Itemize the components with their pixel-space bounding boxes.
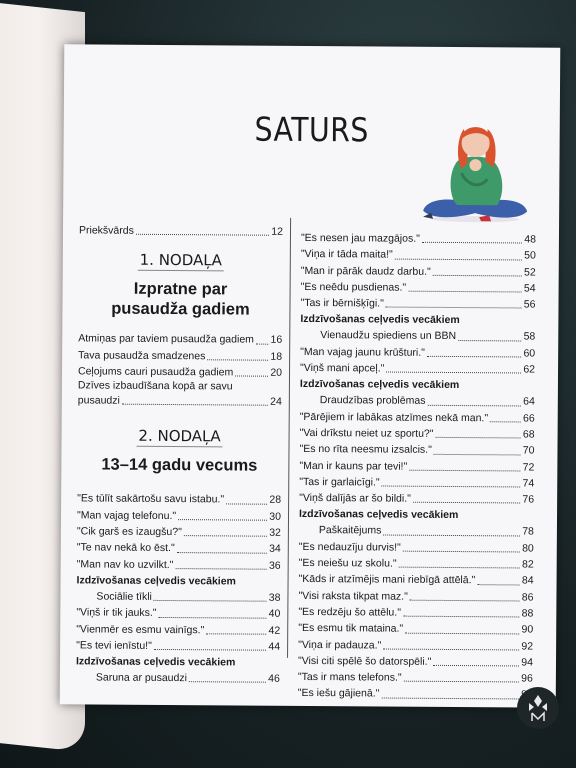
toc-entry-page: 18 xyxy=(270,350,283,363)
toc-entry-page: 50 xyxy=(524,249,536,262)
dot-leader xyxy=(403,616,520,618)
toc-entry[interactable] xyxy=(300,295,535,313)
toc-entry-page: 12 xyxy=(271,225,284,238)
toc-entry[interactable] xyxy=(78,347,282,365)
toc-entry[interactable] xyxy=(77,491,281,509)
toc-entry-title: "Es neēdu pusdienas." xyxy=(300,280,407,294)
toc-entry-title: "Es iešu gājienā." xyxy=(297,687,380,700)
toc-entry[interactable] xyxy=(301,279,536,297)
toc-entry-title: "Viņš mani apceļ." xyxy=(300,362,385,375)
toc-entry[interactable] xyxy=(76,588,280,606)
toc-entry-title: "Tas ir bērnišķīgi." xyxy=(300,297,384,310)
toc-entry[interactable] xyxy=(77,556,281,574)
toc-entry-title: "Viņš dalījās ar šo bildi." xyxy=(299,492,411,505)
toc-entry-page: 24 xyxy=(270,395,282,408)
toc-entry[interactable] xyxy=(301,230,536,248)
toc-entry-page: 20 xyxy=(270,366,283,379)
toc-entry[interactable] xyxy=(300,327,535,345)
guide-heading: Izdzīvošanas ceļvedis vecākiem xyxy=(299,378,460,392)
toc-entry[interactable] xyxy=(300,360,535,378)
toc-entry-page: 56 xyxy=(523,298,536,311)
column-divider xyxy=(287,218,291,658)
toc-entry[interactable] xyxy=(300,392,535,410)
dot-leader xyxy=(383,648,519,650)
guide-heading: Izdzīvošanas ceļvedis vecākiem xyxy=(75,655,236,669)
toc-entry-title: "Es esmu tik mataina." xyxy=(298,622,404,635)
toc-entry-page: 92 xyxy=(521,640,534,653)
toc-entry-title: Sociālie tīkli xyxy=(96,590,152,603)
toc-entry-page: 36 xyxy=(268,559,281,572)
chapter-title xyxy=(78,279,282,320)
toc-entry-title: "Tas ir mans telefons." xyxy=(297,671,402,684)
toc-entry-title: Paškaitējums xyxy=(318,524,382,537)
toc-entry[interactable] xyxy=(78,363,282,381)
toc-entry-title: Ceļojums cauri pusaudža gadiem xyxy=(77,365,234,379)
toc-entry-page: 68 xyxy=(522,428,535,441)
toc-entry-title: "Es neiešu uz skolu." xyxy=(298,556,397,570)
toc-entry[interactable] xyxy=(301,246,536,264)
dot-leader xyxy=(122,404,268,406)
toc-entry-page: 30 xyxy=(269,510,282,523)
toc-entry[interactable] xyxy=(299,555,534,573)
toc-entry[interactable] xyxy=(299,571,534,589)
toc-entry-title-line[interactable]: Dzīves izbaudīšana kopā ar savu xyxy=(77,379,233,393)
dot-leader xyxy=(490,421,521,422)
toc-entry-title: Vienaudžu spiediens un BBN xyxy=(320,329,457,343)
dot-leader xyxy=(154,649,267,651)
dot-leader xyxy=(399,567,520,569)
toc-entry-page: 46 xyxy=(268,672,280,685)
toc-entry-title: "Man ir pārāk daudz darbu." xyxy=(300,264,431,278)
toc-entry[interactable] xyxy=(77,523,281,541)
toc-entry-page: 70 xyxy=(522,444,535,457)
girl-sitting-cross-legged-icon xyxy=(417,113,534,226)
toc-entry[interactable] xyxy=(76,605,280,623)
toc-entry-title: "Es no rīta neesmu izsalcis." xyxy=(299,443,432,457)
toc-entry-page: 60 xyxy=(523,347,536,360)
toc-entry-page: 94 xyxy=(521,656,534,669)
toc-entry-title: Saruna ar pusaudzi xyxy=(95,671,187,685)
dot-leader xyxy=(189,682,266,684)
toc-entry[interactable] xyxy=(299,457,534,475)
toc-entry[interactable] xyxy=(78,331,282,349)
toc-entry-title: Tava pusaudža smadzenes xyxy=(78,348,206,362)
toc-entry-title: "Man ir kauns par tevi!" xyxy=(299,459,408,473)
chapter-title-line: Izpratne par xyxy=(133,280,228,299)
toc-entry-title: "Viņa ir tāda maita!" xyxy=(300,248,393,261)
dot-leader xyxy=(458,340,521,341)
toc-entry-title: "Te nav nekā ko ēst." xyxy=(76,541,175,555)
dot-leader xyxy=(410,600,520,602)
dot-leader xyxy=(206,633,266,634)
page-title: SATURS xyxy=(254,109,369,150)
dot-leader xyxy=(434,453,521,455)
chapter-number xyxy=(79,251,283,272)
dot-leader xyxy=(235,376,268,377)
book-page xyxy=(60,44,561,707)
toc-entry[interactable] xyxy=(77,540,281,558)
toc-entry-title: "Viņš ir tik jauks." xyxy=(76,606,157,620)
toc-entry-title: pusaudzi xyxy=(77,394,120,407)
toc-entry-page: 34 xyxy=(269,543,281,556)
toc-entry-title: "Visi citi spēlē šo datorspēli." xyxy=(297,654,432,668)
toc-entry[interactable] xyxy=(300,344,535,362)
guide-heading: Izdzīvošanas ceļvedis vecākiem xyxy=(298,508,459,522)
toc-entry-page: 64 xyxy=(523,395,535,408)
chapter-number-text: 2. NODAĻA xyxy=(136,427,222,448)
dot-leader xyxy=(386,307,522,309)
dot-leader xyxy=(422,242,522,244)
toc-entry-page: 84 xyxy=(521,574,534,587)
toc-entry-title: Priekšvārds xyxy=(78,224,134,237)
toc-entry-title: "Kāds ir atzīmējis mani riebīgā attēlā." xyxy=(298,573,476,587)
dot-leader xyxy=(184,535,267,537)
toc-entry-title: "Viņa ir padauza." xyxy=(298,638,382,652)
toc-entry-page: 28 xyxy=(269,494,282,507)
toc-entry[interactable] xyxy=(299,539,534,557)
toc-entry-title: "Vienmēr es esmu vainīgs." xyxy=(76,622,205,636)
dot-leader xyxy=(159,617,267,619)
toc-entry-title: "Es nedauzīju durvis!" xyxy=(298,540,401,554)
toc-entry[interactable] xyxy=(300,409,535,427)
watermark-logo-icon xyxy=(517,687,559,729)
watermark-logo-glyph xyxy=(525,693,551,723)
toc-entry[interactable] xyxy=(301,263,536,281)
toc-entry-page: 96 xyxy=(521,672,533,685)
toc-entry-page: 90 xyxy=(521,623,534,636)
toc-entry-page: 76 xyxy=(522,493,535,506)
toc-entry[interactable] xyxy=(78,393,282,411)
guide-heading: Izdzīvošanas ceļvedis vecākiem xyxy=(300,313,460,327)
toc-entry-page: 52 xyxy=(524,266,536,279)
toc-entry-title: "Es tevi ienīstu!" xyxy=(76,639,152,652)
dot-leader xyxy=(435,437,520,439)
chapter-number xyxy=(77,427,281,448)
toc-entry-page: 72 xyxy=(522,461,535,474)
toc-entry-title: "Pārējiem ir labākas atzīmes nekā man." xyxy=(299,410,489,424)
toc-entry[interactable] xyxy=(299,441,534,459)
dot-leader xyxy=(427,404,521,406)
toc-entry[interactable] xyxy=(298,620,533,638)
dot-leader xyxy=(386,372,521,374)
dot-leader xyxy=(177,552,267,554)
dot-leader xyxy=(381,697,519,699)
dot-leader xyxy=(409,470,520,472)
dot-leader xyxy=(382,486,521,488)
toc-entry[interactable] xyxy=(299,522,534,540)
toc-entry-page: 66 xyxy=(522,412,535,425)
toc-entry-page: 86 xyxy=(521,591,534,604)
dot-leader xyxy=(433,665,519,667)
toc-entry-page: 74 xyxy=(522,477,535,490)
toc-entry[interactable] xyxy=(76,670,280,688)
dot-leader xyxy=(395,258,522,260)
dot-leader xyxy=(408,291,522,293)
toc-entry-title: "Man vajag jaunu krūšturi." xyxy=(300,345,425,359)
toc-entry-page: 38 xyxy=(268,591,281,604)
guide-heading: Izdzīvošanas ceļvedis vecākiem xyxy=(76,574,236,588)
toc-entry-title: "Visi raksta tikpat maz." xyxy=(298,589,408,603)
toc-entry[interactable] xyxy=(299,490,534,508)
chapter-title: 13–14 gadu vecums xyxy=(101,456,258,476)
toc-entry-page: 78 xyxy=(522,525,534,539)
toc-entry-page: 54 xyxy=(523,282,536,295)
dot-leader xyxy=(207,359,268,360)
toc-entry-page: 80 xyxy=(522,542,534,555)
toc-entry-title: "Tas ir garlaicīgi." xyxy=(299,475,380,489)
toc-entry-title: "Man nav ko uzvilkt." xyxy=(76,558,174,571)
toc-entry-page: 82 xyxy=(521,558,534,571)
dot-leader xyxy=(136,234,269,236)
toc-entry-page: 40 xyxy=(268,607,281,621)
toc-entry[interactable] xyxy=(298,588,533,606)
toc-entry-title: "Es redzēju šo attēlu." xyxy=(298,605,401,619)
dot-leader xyxy=(405,632,519,634)
toc-entry-preface[interactable] xyxy=(79,222,283,240)
toc-entry-title: "Cik garš es izaugšu?" xyxy=(76,525,182,539)
toc-entry-page: 88 xyxy=(521,607,534,620)
dot-leader xyxy=(256,343,269,344)
toc-entry[interactable] xyxy=(298,685,533,703)
toc-left-column xyxy=(76,222,283,687)
toc-entry-page: 32 xyxy=(269,526,281,539)
chapter-number-text: 1. NODAĻA xyxy=(138,251,224,272)
dot-leader xyxy=(433,275,522,277)
dot-leader xyxy=(178,519,267,521)
toc-entry-page: 62 xyxy=(523,363,536,376)
dot-leader xyxy=(404,681,520,683)
toc-entry-title: Atmiņas par taviem pusaudža gadiem xyxy=(78,332,254,346)
toc-entry-title: "Es tūlīt sakārtošu savu istabu." xyxy=(77,492,225,506)
toc-entry-title: "Es nesen jau mazgājos." xyxy=(300,231,420,245)
dot-leader xyxy=(403,551,520,553)
toc-entry-page: 48 xyxy=(524,233,536,246)
dot-leader xyxy=(383,534,520,536)
toc-entry[interactable] xyxy=(77,507,281,525)
toc-entry[interactable] xyxy=(298,669,533,687)
toc-entry[interactable] xyxy=(298,636,533,654)
dot-leader xyxy=(226,503,267,504)
toc-entry[interactable] xyxy=(76,621,280,639)
dot-leader xyxy=(154,600,267,602)
toc-entry[interactable] xyxy=(299,474,534,492)
toc-entry[interactable] xyxy=(298,604,533,622)
toc-entry[interactable] xyxy=(298,653,533,671)
toc-right-column xyxy=(298,230,536,703)
toc-entry[interactable] xyxy=(300,425,535,443)
toc-entry-page: 44 xyxy=(268,640,281,653)
toc-entry-title: "Man vajag telefonu." xyxy=(76,509,177,522)
dot-leader xyxy=(413,502,521,504)
toc-entry-page: 16 xyxy=(270,334,283,347)
toc-entry-page: 42 xyxy=(268,624,281,637)
toc-entry-page: 58 xyxy=(523,330,536,344)
dot-leader xyxy=(175,568,267,570)
toc-entry[interactable] xyxy=(76,637,280,655)
dot-leader xyxy=(477,584,520,585)
chapter-title-line: pusaudža gadiem xyxy=(111,299,250,319)
toc-entry-title: "Vai drīkstu neiet uz sportu?" xyxy=(299,426,434,440)
toc-entry-title: Draudzības problēmas xyxy=(319,394,426,408)
dot-leader xyxy=(427,356,522,358)
